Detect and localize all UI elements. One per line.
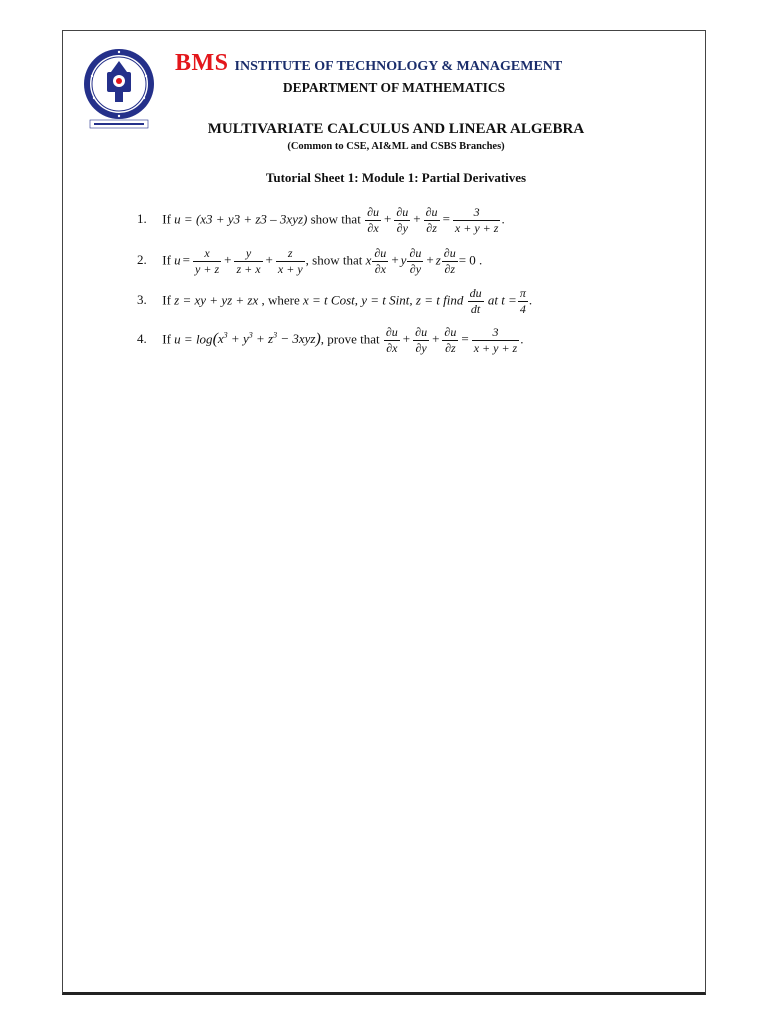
fraction: $\frac{z}{x + y}$ (277, 246, 303, 276)
fraction: $\frac{\partial u}{\partial y}$ (409, 246, 422, 276)
fraction: $\frac{3}{x + y + z}$ (454, 205, 499, 235)
institute-header (175, 50, 562, 77)
fraction: $\frac{\partial u}{\partial x}$ (374, 246, 387, 276)
fraction: $\frac{\partial u}{\partial z}$ (443, 246, 456, 276)
fraction: $\frac{x}{y + z}$ (195, 246, 220, 276)
question-1: 1. If u = (x3 + y3 + z3 – 3xyz) show that $\frac{\partial u}{\partial x}$ + $\frac{\partial u}{\partial y}$ + $\frac{\partial u}{\partial z}$ = $\frac{3}{x + y + z}$ . (137, 205, 505, 235)
question-condition: u = log (174, 331, 213, 347)
sheet-title: Tutorial Sheet 1: Module 1: Partial Derivatives (265, 170, 527, 185)
question-number: 4. (137, 331, 147, 347)
fraction: $\frac{\partial u}{\partial x}$ (385, 325, 398, 355)
fraction: $\frac{\pi}{4}$ (519, 286, 526, 316)
fraction: $\frac{\partial u}{\partial y}$ (415, 325, 428, 355)
fraction: $\frac{\partial u}{\partial z}$ (444, 325, 457, 355)
question-condition: u = (x3 + y3 + z3 – 3xyz) (174, 211, 308, 227)
question-verb: show that (310, 211, 361, 227)
question-rhs: = 0 . (458, 252, 483, 268)
question-2: 2. If u = $\frac{x}{y + z}$ + $\frac{y}{z + x}$ + $\frac{z}{x + y}$ , show that x $\frac{\partial u}{\partial x}$ + y $\frac{\partial u}{\partial y}$ + z $\frac{\partial u}{\partial z}$ = 0 . (137, 246, 483, 276)
question-prefix: If (162, 331, 171, 347)
brand-name: BMS (175, 50, 229, 76)
course-note: (Common to CSE, AI&ML and CSBS Branches) (287, 141, 505, 152)
question-3: 3. If z = xy + yz + zx , where x = t Cost, y = t Sint, z = t find $\frac{du}{dt}$ at t = $\frac{\pi}{4}$ . (137, 286, 533, 316)
question-verb: , where (261, 292, 300, 308)
question-parameters: x = t Cost, y = t Sint, z = t (303, 292, 440, 308)
question-verb: , show that (305, 252, 363, 268)
question-condition: z = xy + yz + zx (174, 292, 259, 308)
fraction: $\frac{y}{z + x}$ (236, 246, 261, 276)
fraction: $\frac{\partial u}{\partial z}$ (425, 205, 438, 235)
question-find: find (443, 292, 464, 308)
fraction: $\frac{\partial u}{\partial y}$ (396, 205, 409, 235)
fraction: $\frac{3}{x + y + z}$ (473, 325, 518, 355)
question-verb: , prove that (320, 331, 380, 347)
question-prefix: If (162, 252, 171, 268)
question-number: 2. (137, 252, 147, 268)
question-prefix: If (162, 292, 171, 308)
question-prefix: If (162, 211, 171, 227)
institute-name: INSTITUTE OF TECHNOLOGY & MANAGEMENT (234, 59, 563, 74)
fraction: $\frac{\partial u}{\partial x}$ (367, 205, 379, 235)
department-name: DEPARTMENT OF MATHEMATICS (282, 80, 506, 95)
course-title: MULTIVARIATE CALCULUS AND LINEAR ALGEBRA (207, 121, 585, 137)
fraction: $\frac{du}{dt}$ (469, 286, 482, 316)
question-4: 4. If $u = \log(x^3 + y^3 + z^3 - 3xyz)$, prove that $\frac{\partial u}{\partial x}$ + $\frac{\partial u}{\partial y}$ + $\frac{\partial u}{\partial z}$ = $\frac{3}{x + y + z}$ . (137, 325, 524, 355)
question-at: at t = (487, 292, 517, 308)
question-number: 1. (137, 211, 147, 227)
question-number: 3. (137, 292, 147, 308)
